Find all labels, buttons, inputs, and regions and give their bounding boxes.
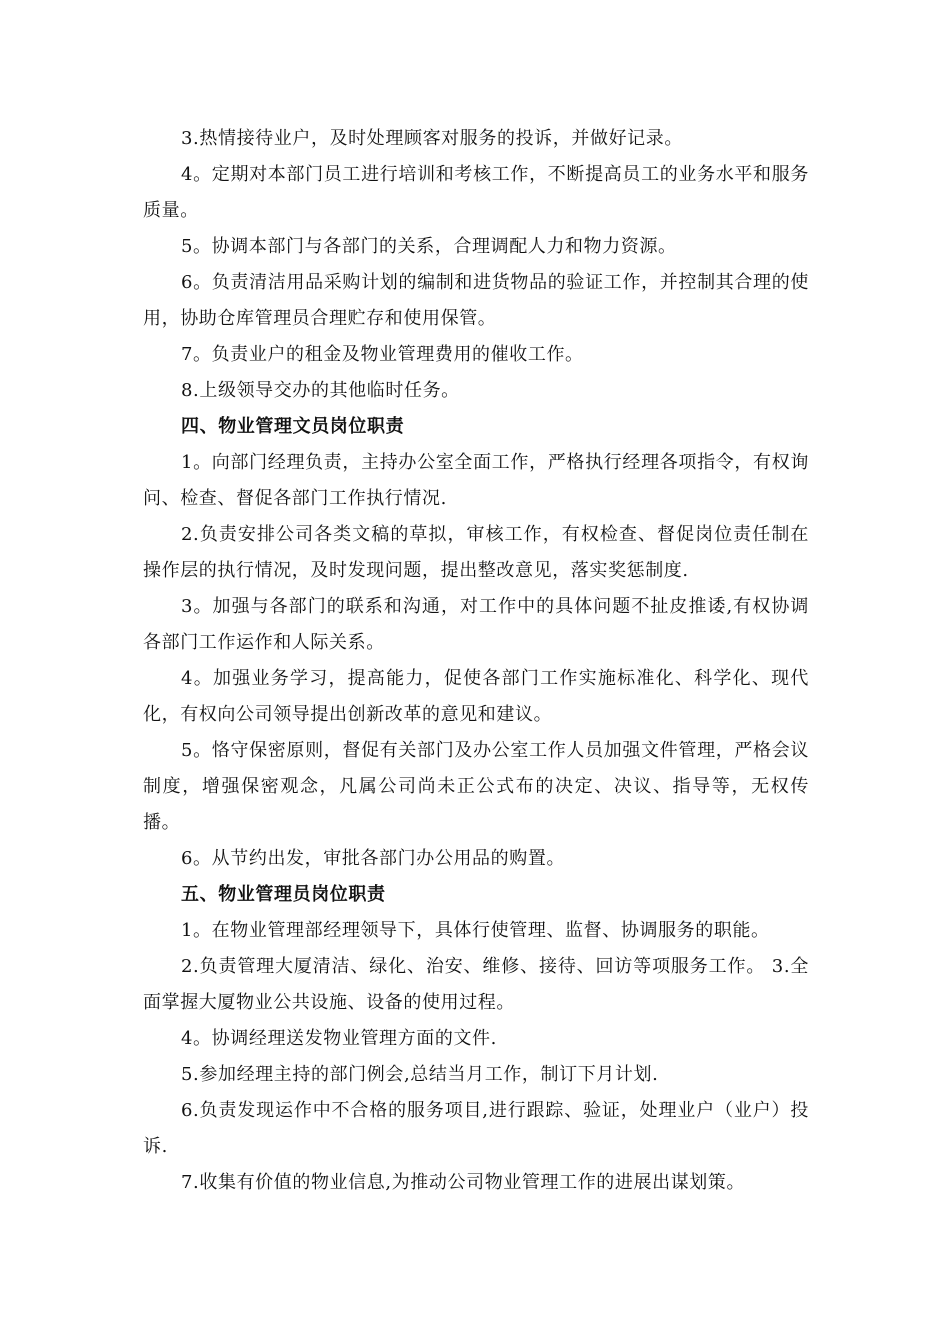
document-body bbox=[143, 121, 809, 1201]
duty-item: 4。加强业务学习，提高能力，促使各部门工作实施标准化、科学化、现代化，有权向公司领导提出创新改革的意见和建议。 bbox=[143, 668, 809, 725]
duty-item: 4。协调经理送发物业管理方面的文件. bbox=[181, 1028, 497, 1049]
duty-item: 6。负责清洁用品采购计划的编制和进货物品的验证工作，并控制其合理的使用，协助仓库管理员合理贮存和使用保管。 bbox=[143, 272, 809, 329]
duty-item: 3.热情接待业户，及时处理顾客对服务的投诉，并做好记录。 bbox=[181, 128, 683, 149]
duty-item: 3。加强与各部门的联系和沟通，对工作中的具体问题不扯皮推诿,有权协调各部门工作运作和人际关系。 bbox=[143, 596, 809, 653]
duty-item: 8.上级领导交办的其他临时任务。 bbox=[181, 380, 460, 401]
duty-item: 7.收集有价值的物业信息,为推动公司物业管理工作的进展出谋划策。 bbox=[181, 1172, 746, 1193]
section-heading: 四、物业管理文员岗位职责 bbox=[181, 416, 405, 437]
duty-item: 5.参加经理主持的部门例会,总结当月工作，制订下月计划. bbox=[181, 1064, 659, 1085]
duty-item: 4。定期对本部门员工进行培训和考核工作，不断提高员工的业务水平和服务质量。 bbox=[143, 164, 809, 221]
duty-item: 6。从节约出发，审批各部门办公用品的购置。 bbox=[181, 848, 566, 869]
duty-item: 1。在物业管理部经理领导下，具体行使管理、监督、协调服务的职能。 bbox=[181, 920, 770, 941]
section-heading: 五、物业管理员岗位职责 bbox=[181, 884, 386, 905]
duty-item: 7。负责业户的租金及物业管理费用的催收工作。 bbox=[181, 344, 584, 365]
duty-item: 2.负责安排公司各类文稿的草拟，审核工作，有权检查、督促岗位责任制在操作层的执行情况，及时发现问题，提出整改意见，落实奖惩制度. bbox=[143, 524, 809, 581]
duty-item: 2.负责管理大厦清洁、绿化、治安、维修、接待、回访等项服务工作。 3.全面掌握大厦物业公共设施、设备的使用过程。 bbox=[143, 956, 809, 1013]
duty-item: 5。恪守保密原则，督促有关部门及办公室工作人员加强文件管理，严格会议制度，增强保密观念，凡属公司尚未正公式布的决定、决议、指导等，无权传播。 bbox=[143, 740, 809, 833]
duty-item: 1。向部门经理负责，主持办公室全面工作，严格执行经理各项指令，有权询问、检查、督促各部门工作执行情况. bbox=[143, 452, 809, 509]
duty-item: 6.负责发现运作中不合格的服务项目,进行跟踪、验证，处理业户（业户）投诉. bbox=[143, 1100, 809, 1157]
duty-item: 5。协调本部门与各部门的关系，合理调配人力和物力资源。 bbox=[181, 236, 677, 257]
